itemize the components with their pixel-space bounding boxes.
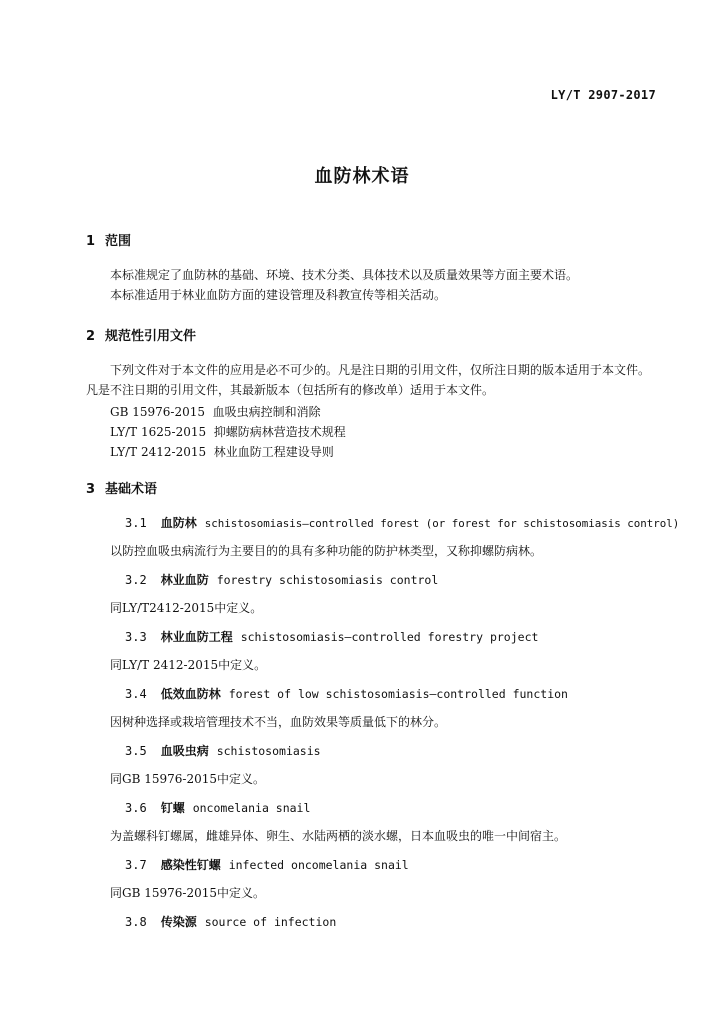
term-english: schistosomiasis—controlled forest (or forest for schistosomiasis control) — [204, 517, 680, 530]
term-definition: 同LY/T 2412-2015中定义。 — [110, 658, 267, 672]
term-heading-3-4 — [125, 685, 568, 702]
term-definition: 同GB 15976-2015中定义。 — [110, 886, 265, 900]
term-definition: 因树种选择或栽培管理技术不当，血防效果等质量低下的林分。 — [110, 715, 447, 729]
term-english: schistosomiasis—controlled forestry project — [240, 630, 539, 644]
section-heading-2 — [86, 325, 196, 344]
reference-item: LY/T 2412-2015 林业血防工程建设导则 — [110, 445, 334, 459]
term-chinese: 感染性钉螺 — [160, 858, 221, 872]
term-chinese: 林业血防 — [160, 573, 209, 587]
section-number: 2 — [86, 329, 96, 344]
term-heading-3-8 — [125, 913, 336, 930]
term-english: source of infection — [204, 915, 337, 929]
reference-item: LY/T 1625-2015 抑螺防病林营造技术规程 — [110, 425, 346, 439]
scope-paragraph-2: 本标准适用于林业血防方面的建设管理及科教宣传等相关活动。 — [110, 288, 447, 302]
section-title: 基础术语 — [105, 482, 158, 497]
section-number: 3 — [86, 482, 96, 497]
section-title: 范围 — [105, 234, 132, 249]
section-heading-3 — [86, 478, 157, 497]
term-heading-3-6 — [125, 799, 310, 816]
section-title: 规范性引用文件 — [105, 329, 197, 344]
term-heading-3-3 — [125, 628, 538, 645]
reference-item: GB 15976-2015 血吸虫病控制和消除 — [110, 405, 321, 419]
term-heading-3-1 — [125, 514, 679, 531]
term-english: forestry schistosomiasis control — [216, 573, 439, 587]
term-number: 3.6 — [125, 801, 147, 815]
term-english: infected oncomelania snail — [228, 858, 409, 872]
term-definition: 同GB 15976-2015中定义。 — [110, 772, 265, 786]
term-number: 3.8 — [125, 915, 147, 929]
term-chinese: 钉螺 — [160, 801, 185, 815]
term-number: 3.4 — [125, 687, 147, 701]
term-number: 3.3 — [125, 630, 147, 644]
standard-code: LY/T 2907-2017 — [550, 88, 656, 102]
term-chinese: 低效血防林 — [160, 687, 221, 701]
term-english: oncomelania snail — [192, 801, 311, 815]
term-heading-3-5 — [125, 742, 321, 759]
term-definition: 以防控血吸虫病流行为主要目的的具有多种功能的防护林类型，又称抑螺防病林。 — [110, 544, 543, 558]
term-chinese: 传染源 — [160, 915, 197, 929]
term-definition: 为盖螺科钉螺属，雌雄异体、卵生、水陆两栖的淡水螺，日本血吸虫的唯一中间宿主。 — [110, 829, 567, 843]
term-heading-3-7 — [125, 856, 409, 873]
section-number: 1 — [86, 234, 96, 249]
term-number: 3.2 — [125, 573, 147, 587]
section-heading-1 — [86, 230, 131, 249]
term-english: schistosomiasis — [216, 744, 321, 758]
normative-references-paragraph: 下列文件对于本文件的应用是必不可少的。凡是注日期的引用文件，仅所注日期的版本适用于本文件。凡是不注日期的引用文件，其最新版本（包括所有的修改单）适用于本文件。 — [86, 363, 651, 397]
term-definition: 同LY/T2412-2015中定义。 — [110, 601, 263, 615]
term-chinese: 血吸虫病 — [160, 744, 209, 758]
scope-paragraph-1: 本标准规定了血防林的基础、环境、技术分类、具体技术以及质量效果等方面主要术语。 — [110, 268, 579, 282]
term-chinese: 血防林 — [160, 516, 197, 530]
term-number: 3.7 — [125, 858, 147, 872]
document-title: 血防林术语 — [314, 166, 410, 187]
term-chinese: 林业血防工程 — [160, 630, 233, 644]
term-number: 3.5 — [125, 744, 147, 758]
term-number: 3.1 — [125, 516, 147, 530]
term-english: forest of low schistosomiasis—controlled function — [228, 687, 568, 701]
term-heading-3-2 — [125, 571, 438, 588]
